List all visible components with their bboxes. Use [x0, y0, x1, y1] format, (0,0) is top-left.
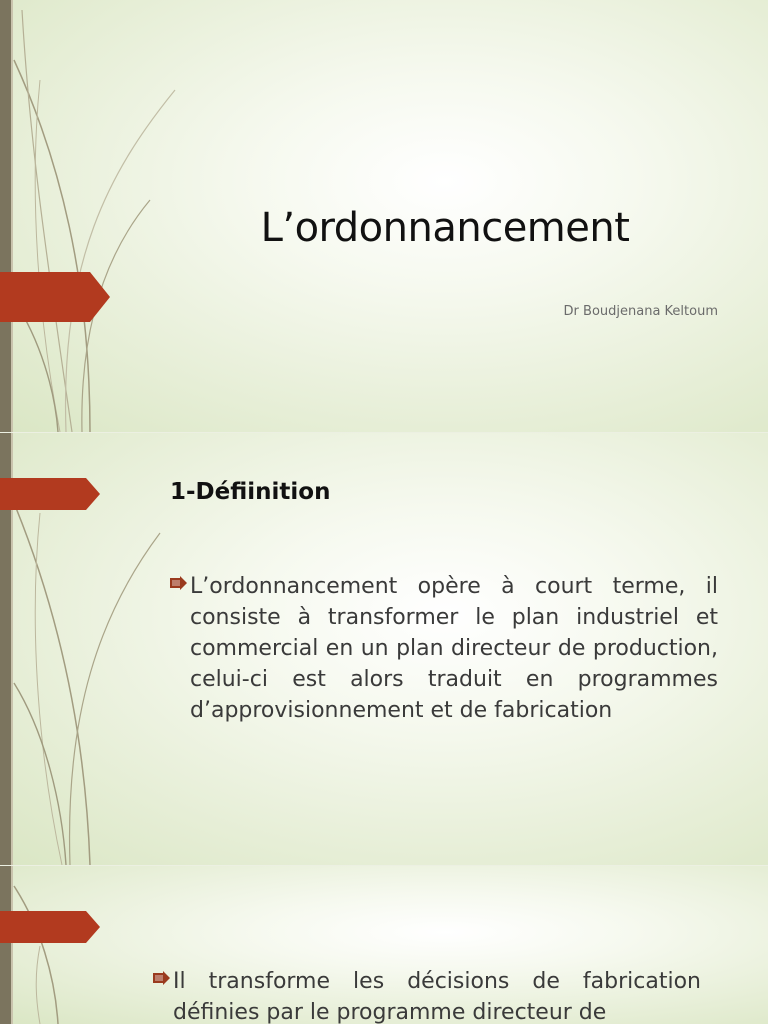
- swirl-decoration-icon: [0, 866, 200, 1024]
- slide-title-text: L’ordonnancement: [260, 205, 630, 251]
- pentagon-tab-icon: [0, 911, 100, 943]
- slide-definition: [0, 433, 768, 865]
- bullet-text: Il transforme les décisions de fabrication définies par le programme directeur de: [173, 969, 701, 1024]
- bullet-item: [190, 571, 718, 726]
- arrow-bullet-icon: [170, 576, 188, 590]
- bullet-text: L’ordonnancement opère à court terme, il consiste à transformer le plan industriel et commercial en un plan directeur de production, celui-ci est alors traduit en programmes d’approvisionnement et de fabrication: [190, 574, 718, 723]
- bullet-item: [173, 966, 701, 1024]
- pentagon-tab-icon: [0, 478, 100, 510]
- arrow-bullet-icon: [153, 971, 171, 985]
- slide-title: [0, 0, 768, 432]
- slide-subtitle: Dr Boudjenana Keltoum: [563, 304, 718, 319]
- section-heading: 1-Défiinition: [170, 479, 331, 505]
- slide-continuation: [0, 866, 768, 1024]
- pentagon-tab-icon: [0, 272, 110, 322]
